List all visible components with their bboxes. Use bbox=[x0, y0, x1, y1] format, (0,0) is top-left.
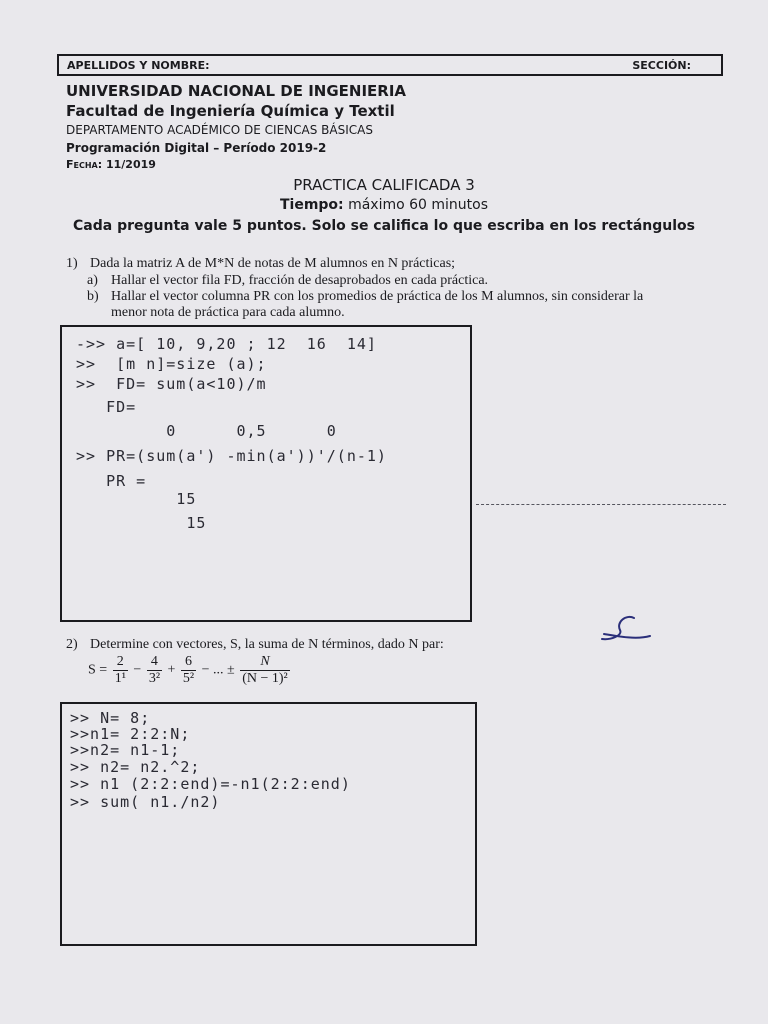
formula-num: 2 bbox=[113, 654, 128, 671]
q1-a-text: Hallar el vector fila FD, fracción de desaprobados en cada práctica. bbox=[111, 273, 489, 288]
q2-answer-line: >> n2= n2.^2; bbox=[70, 758, 201, 776]
header-box bbox=[57, 54, 723, 76]
formula-den: 3² bbox=[148, 671, 161, 686]
q1-answer-line: ->> a=[ 10, 9,20 ; 12 16 14] bbox=[76, 335, 377, 353]
formula-eq: = bbox=[99, 662, 108, 678]
q1-answer-box[interactable] bbox=[60, 325, 472, 622]
formula-term-1 bbox=[113, 654, 128, 687]
q2-formula bbox=[88, 654, 292, 687]
q2-answer-line: >> sum( n1./n2) bbox=[70, 793, 221, 811]
formula-dots: − ... ± bbox=[201, 662, 235, 678]
formula-den: 5² bbox=[182, 671, 195, 686]
faculty-name: Facultad de Ingeniería Química y Textil bbox=[66, 102, 395, 120]
q2-answer-line: >>n2= n1-1; bbox=[70, 741, 181, 759]
name-label: APELLIDOS Y NOMBRE: bbox=[67, 59, 210, 72]
formula-term-2 bbox=[147, 654, 162, 687]
formula-den: 1¹ bbox=[114, 671, 126, 686]
q1-a-label: a) bbox=[87, 273, 98, 288]
q1-b-text-1: Hallar el vector columna PR con los promedios de práctica de los M alumnos, sin considerar la bbox=[111, 289, 644, 304]
formula-s: S bbox=[88, 662, 96, 678]
exam-title: PRACTICA CALIFICADA 3 bbox=[293, 176, 475, 194]
q2-text: Determine con vectores, S, la suma de N términos, dado N par: bbox=[90, 637, 444, 652]
formula-den: (N − 1)² bbox=[242, 671, 288, 686]
time-value: máximo 60 minutos bbox=[348, 197, 489, 213]
formula-op: + bbox=[167, 662, 176, 678]
q2-answer-line: >> n1 (2:2:end)=-n1(2:2:end) bbox=[70, 775, 351, 793]
time-label: Tiempo: bbox=[279, 197, 344, 213]
q1-answer-line: 0 0,5 0 bbox=[76, 422, 337, 440]
formula-term-n bbox=[240, 654, 290, 687]
q2-number: 2) bbox=[66, 637, 78, 652]
q1-text: Dada la matriz A de M*N de notas de M alumnos en N prácticas; bbox=[90, 256, 456, 271]
formula-num: 4 bbox=[147, 654, 162, 671]
course-name: Programación Digital – Período 2019-2 bbox=[66, 141, 327, 155]
q2-answer-line: >>n1= 2:2:N; bbox=[70, 725, 191, 743]
exam-time bbox=[0, 197, 768, 213]
grader-mark-icon bbox=[596, 612, 656, 646]
q1-answer-line: >> [m n]=size (a); bbox=[76, 355, 267, 373]
exam-note: Cada pregunta vale 5 puntos. Solo se califica lo que escriba en los rectángulos bbox=[73, 218, 695, 234]
q1-b-text-2: menor nota de práctica para cada alumno. bbox=[111, 305, 345, 320]
q2-answer-box[interactable] bbox=[60, 702, 477, 946]
department-name: DEPARTAMENTO ACADÉMICO DE CIENCAS BÁSICAS bbox=[66, 123, 373, 137]
q1-answer-line: >> FD= sum(a<10)/m bbox=[76, 375, 267, 393]
date-label: Fecha: bbox=[66, 158, 103, 171]
formula-term-3 bbox=[181, 654, 196, 687]
date-line bbox=[66, 158, 156, 171]
q1-answer-line: >> PR=(sum(a') -min(a'))'/(n-1) bbox=[76, 447, 387, 465]
q2-answer-line: >> N= 8; bbox=[70, 709, 151, 727]
date-value: 11/2019 bbox=[105, 158, 156, 171]
formula-num: N bbox=[240, 654, 290, 671]
q1-answer-line: 15 bbox=[76, 490, 197, 508]
formula-num: 6 bbox=[181, 654, 196, 671]
section-label: SECCIÓN: bbox=[632, 59, 691, 72]
q1-number: 1) bbox=[66, 256, 78, 271]
university-name: UNIVERSIDAD NACIONAL DE INGENIERIA bbox=[66, 82, 407, 100]
q1-answer-line: 15 bbox=[76, 514, 207, 532]
q1-answer-line: FD= bbox=[76, 398, 137, 416]
q1-b-label: b) bbox=[87, 289, 99, 304]
formula-op: − bbox=[133, 662, 142, 678]
stray-dash-line bbox=[476, 504, 726, 505]
q1-answer-line: PR = bbox=[76, 472, 147, 490]
